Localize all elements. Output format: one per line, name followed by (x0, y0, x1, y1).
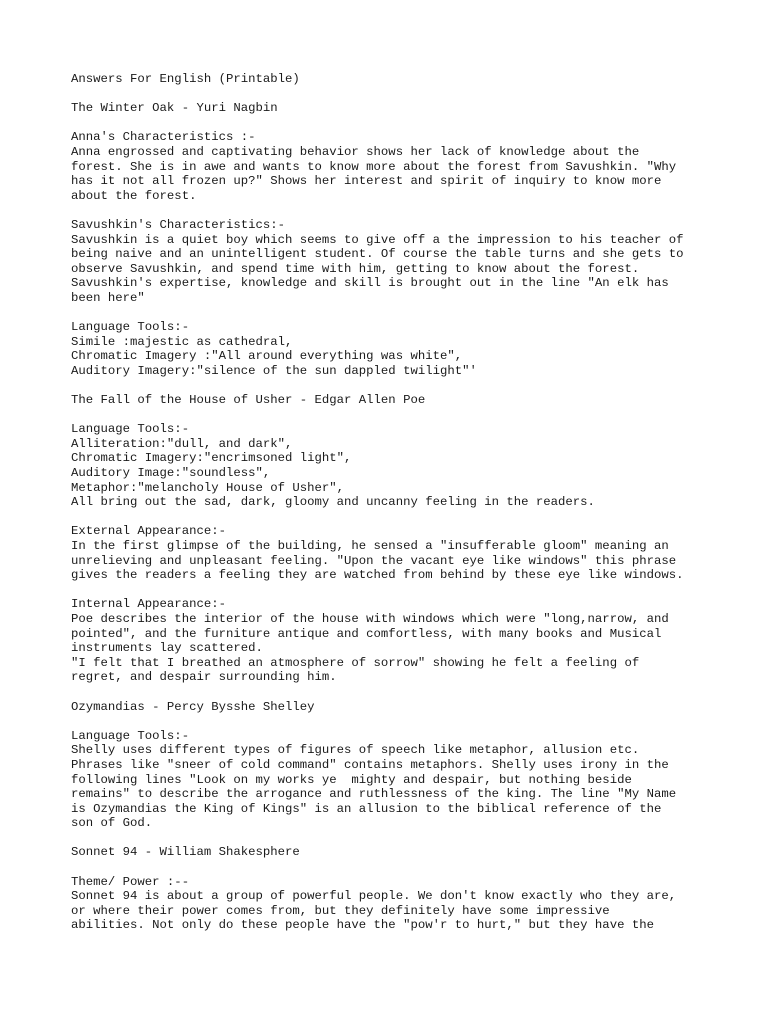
section-heading: The Fall of the House of Usher - Edgar Allen Poe (71, 393, 426, 408)
spacer (71, 583, 708, 598)
text-line: son of God. (71, 816, 153, 831)
text-line: All bring out the sad, dark, gloomy and uncanny feeling in the readers. (71, 495, 595, 510)
text-line: or where their power comes from, but they definitely have some impressive (71, 903, 610, 918)
text-line: In the first glimpse of the building, he sensed a "insufferable gloom" meaning an (71, 539, 669, 553)
spacer (71, 306, 708, 321)
section-heading: Sonnet 94 - William Shakesphere (71, 845, 300, 860)
spacer (71, 860, 708, 875)
text-line: been here" (71, 290, 145, 305)
text-line: regret, and despair surrounding him. (71, 670, 337, 685)
text-line: Anna engrossed and captivating behavior shows her lack of knowledge about the (71, 144, 640, 159)
usher-language-tools-block (71, 422, 708, 510)
subheading: Language Tools:- (71, 320, 190, 335)
text-line: remains" to describe the arrogance and ruthlessness of the king. The line "My Name (71, 787, 677, 802)
spacer (71, 116, 708, 131)
subheading: Anna's Characteristics :- (71, 130, 256, 145)
text-line: about the forest. (71, 188, 197, 203)
spacer (71, 831, 708, 846)
text-line: instruments lay scattered. (71, 641, 263, 656)
sonnet-theme-block (71, 875, 708, 933)
text-line: Chromatic Imagery :"All around everything was white", (71, 349, 463, 364)
text-line: unrelieving and unpleasant feeling. "Upon the vacant eye like windows" this phrase (71, 553, 677, 568)
ozymandias-language-tools-block (71, 729, 708, 831)
text-line: is Ozymandias the King of Kings" is an allusion to the biblical reference of the (71, 801, 662, 816)
text-line: Savushkin's expertise, knowledge and skill is brought out in the line "An elk has (71, 276, 669, 291)
anna-characteristics-block (71, 130, 708, 203)
text-line: Savushkin is a quiet boy which seems to give off a the impression to his teacher of (71, 232, 684, 247)
subheading: Savushkin's Characteristics:- (71, 217, 286, 232)
text-line: Metaphor:"melancholy House of Usher", (71, 480, 345, 495)
text-line: Auditory Image:"soundless", (71, 466, 271, 481)
subheading: Internal Appearance:- (71, 597, 226, 612)
text-line: abilities. Not only do these people have the "pow'r to hurt," but they have the (71, 918, 654, 933)
text-line: Chromatic Imagery:"encrimsoned light", (71, 451, 352, 466)
text-line: gives the readers a feeling they are watched from behind by these eye like windows. (71, 568, 684, 583)
internal-appearance-block (71, 597, 708, 685)
text-line: Simile :majestic as cathedral, (71, 334, 293, 349)
text-line: being naive and an unintelligent student. Of course the table turns and she gets to (71, 247, 684, 262)
spacer (71, 378, 708, 393)
subheading: Language Tools:- (71, 728, 190, 743)
text-line: pointed", and the furniture antique and comfortless, with many books and Musical (71, 626, 662, 641)
document-title: Answers For English (Printable) (71, 72, 300, 86)
winter-oak-language-tools-block (71, 320, 708, 378)
text-line: Sonnet 94 is about a group of powerful people. We don't know exactly who they are, (71, 889, 677, 904)
subheading: Theme/ Power :-- (71, 874, 190, 889)
text-line: Phrases like "sneer of cold command" contains metaphors. Shelly uses irony in the (71, 757, 669, 772)
text-line: Shelly uses different types of figures of speech like metaphor, allusion etc. (71, 743, 640, 758)
text-line: observe Savushkin, and spend time with him, getting to know about the forest. (71, 261, 640, 276)
spacer (71, 408, 708, 423)
subheading: External Appearance:- (71, 524, 226, 539)
text-line: following lines "Look on my works ye mighty and despair, but nothing beside (71, 772, 632, 787)
text-line: "I felt that I breathed an atmosphere of sorrow" showing he felt a feeling of (71, 655, 640, 670)
spacer (71, 87, 708, 102)
external-appearance-block (71, 524, 708, 582)
savushkin-characteristics-block (71, 218, 708, 306)
text-line: Alliteration:"dull, and dark", (71, 436, 293, 451)
spacer (71, 685, 708, 700)
spacer (71, 714, 708, 729)
text-line: forest. She is in awe and wants to know more about the forest from Savushkin. "Why (71, 159, 677, 174)
section-heading: Ozymandias - Percy Bysshe Shelley (71, 699, 315, 714)
text-line: Poe describes the interior of the house with windows which were "long,narrow, and (71, 611, 669, 626)
spacer (71, 203, 708, 218)
section-heading: The Winter Oak - Yuri Nagbin (71, 101, 278, 116)
spacer (71, 510, 708, 525)
subheading: Language Tools:- (71, 422, 190, 437)
text-line: Auditory Imagery:"silence of the sun dappled twilight"' (71, 363, 477, 378)
text-line: has it not all frozen up?" Shows her interest and spirit of inquiry to know more (71, 174, 662, 189)
